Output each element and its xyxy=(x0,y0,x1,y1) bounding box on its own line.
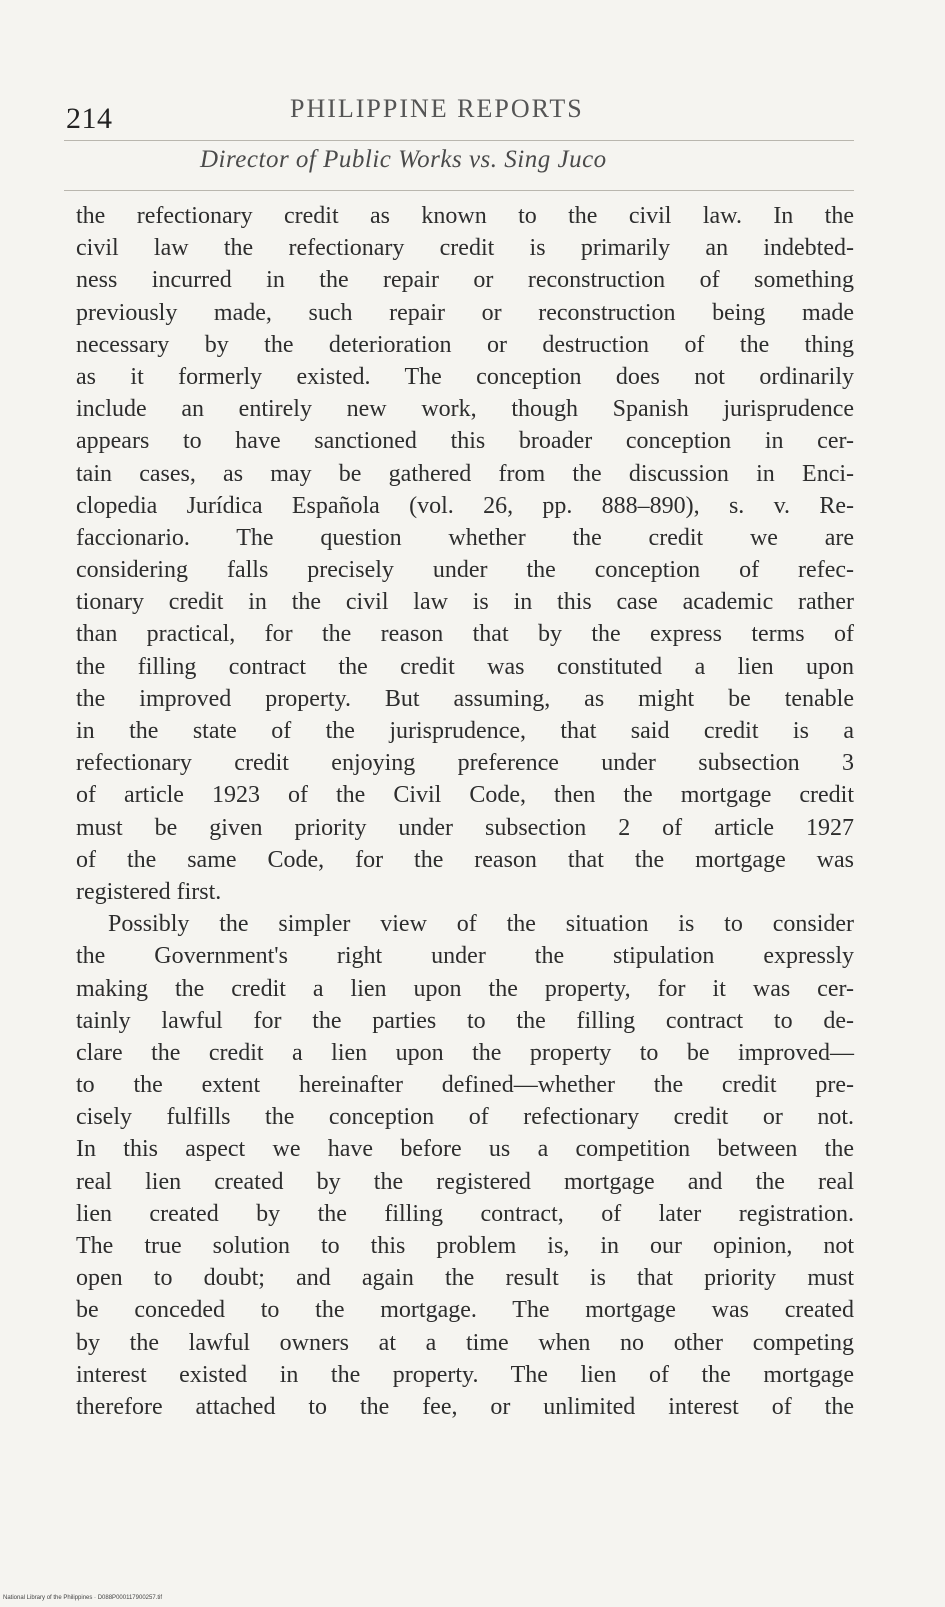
text-line: the improved property. But assuming, as might be tenable xyxy=(76,685,854,712)
body-text xyxy=(76,200,854,1423)
text-line: necessary by the deterioration or destruction of the thing xyxy=(76,331,854,358)
text-line: as it formerly existed. The conception does not ordinarily xyxy=(76,363,854,390)
text-line: tionary credit in the civil law is in this case academic rather xyxy=(76,589,854,616)
text-line: clopedia Jurídica Española (vol. 26, pp. 888–890), s. v. Re- xyxy=(76,492,854,519)
text-line: be conceded to the mortgage. The mortgage was created xyxy=(76,1297,854,1324)
text-line: appears to have sanctioned this broader conception in cer- xyxy=(76,428,854,455)
header-rule-top xyxy=(64,140,854,141)
case-title: Director of Public Works vs. Sing Juco xyxy=(200,146,607,173)
page-number: 214 xyxy=(66,102,113,135)
text-line: The true solution to this problem is, in our opinion, not xyxy=(76,1233,854,1259)
header-rule-bottom xyxy=(64,190,854,191)
text-line: of the same Code, for the reason that the mortgage was xyxy=(76,846,854,873)
text-line: civil law the refectionary credit is primarily an indebted- xyxy=(76,235,854,262)
text-line: to the extent hereinafter defined—whether the credit pre- xyxy=(76,1072,854,1099)
page-header xyxy=(64,92,854,136)
text-line: registered first. xyxy=(76,878,222,905)
text-line: cisely fulfills the conception of refectionary credit or not. xyxy=(76,1104,854,1131)
text-line: must be given priority under subsection 2 of article 1927 xyxy=(76,814,854,841)
text-line: therefore attached to the fee, or unlimited interest of the xyxy=(76,1393,854,1420)
text-line: of article 1923 of the Civil Code, then the mortgage credit xyxy=(76,782,854,809)
text-line: faccionario. The question whether the credit we are xyxy=(76,524,854,551)
text-line: than practical, for the reason that by the express terms of xyxy=(76,621,854,648)
text-line: making the credit a lien upon the property, for it was cer- xyxy=(76,975,854,1002)
text-line: previously made, such repair or reconstruction being made xyxy=(76,299,854,326)
text-line: by the lawful owners at a time when no other competing xyxy=(76,1329,854,1356)
text-line: tain cases, as may be gathered from the discussion in Enci- xyxy=(76,460,854,487)
text-line: in the state of the jurisprudence, that said credit is a xyxy=(76,718,854,744)
text-line: In this aspect we have before us a competition between the xyxy=(76,1136,854,1163)
text-line: the refectionary credit as known to the civil law. In the xyxy=(76,203,854,229)
text-line: the filling contract the credit was constituted a lien upon xyxy=(76,653,854,680)
text-line: considering falls precisely under the conception of refec- xyxy=(76,557,854,584)
text-line: tainly lawful for the parties to the filling contract to de- xyxy=(76,1007,854,1034)
text-line: clare the credit a lien upon the property to be improved— xyxy=(76,1039,854,1066)
text-line: Possibly the simpler view of the situation is to consider xyxy=(108,911,854,938)
text-line: interest existed in the property. The lien of the mortgage xyxy=(76,1361,854,1388)
text-line: the Government's right under the stipulation expressly xyxy=(76,943,854,970)
running-title: PHILIPPINE REPORTS xyxy=(290,94,584,123)
scan-credit: National Library of the Philippines · D088P000117900257.tif xyxy=(3,1595,162,1601)
text-line: ness incurred in the repair or reconstruction of something xyxy=(76,267,854,294)
text-line: open to doubt; and again the result is that priority must xyxy=(76,1265,854,1292)
text-line: refectionary credit enjoying preference under subsection 3 xyxy=(76,750,854,777)
text-line: real lien created by the registered mortgage and the real xyxy=(76,1168,854,1195)
text-line: include an entirely new work, though Spanish jurisprudence xyxy=(76,396,854,423)
text-line: lien created by the filling contract, of later registration. xyxy=(76,1200,854,1227)
